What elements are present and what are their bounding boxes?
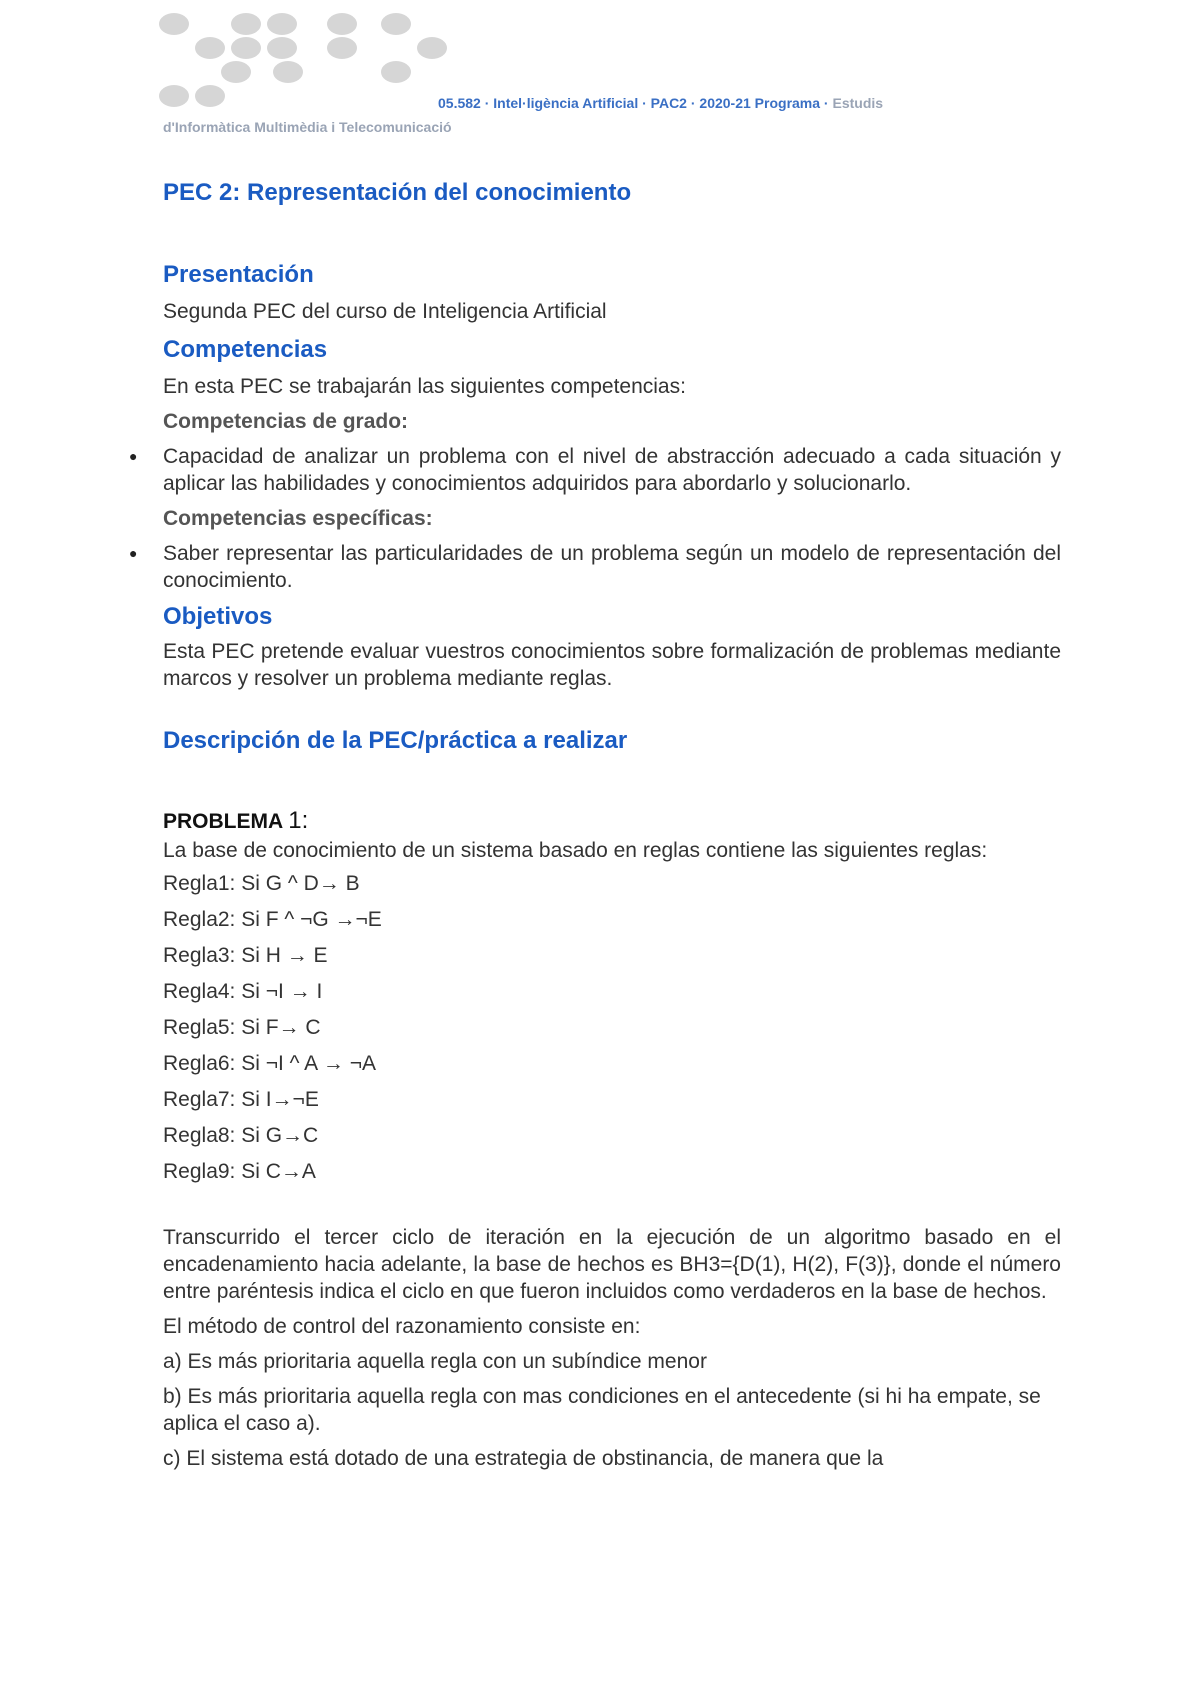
section-heading-presentacion: Presentación [163,261,314,288]
presentation-text: Segunda PEC del curso de Inteligencia Artificial [163,300,607,323]
list-item [129,540,1061,594]
header-program: d'Informàtica Multimèdia i Telecomunicació [163,119,452,135]
competencias-intro: En esta PEC se trabajarán las siguientes competencias: [163,375,686,398]
bullet-dot: ● [129,545,138,561]
list-item-text: Saber representar las particularidades de un problema según un modelo de representación del conocimiento. [163,542,1061,592]
header-course-info [438,95,883,111]
problem-paragraph: Transcurrido el tercer ciclo de iteración en la ejecución de un algoritmo basado en el encadenamiento hacia adelante, la base de hechos es BH3={D(1), H(2), F(3)}, donde el número entre paréntesis indica el ciclo en que fueron incluidos como verdaderos en la base de hechos. [163,1226,1061,1303]
control-option-b: b) Es más prioritaria aquella regla con mas condiciones en el antecedente (si hi ha empate, se aplica el caso a). [163,1385,1041,1435]
rule-item: Regla4: Si ¬I → I [163,980,323,1003]
section-heading-descripcion: Descripción de la PEC/práctica a realizar [163,727,628,754]
list-item-text: Capacidad de analizar un problema con el nivel de abstracción adecuado a cada situación y aplicar las habilidades y conocimientos adquiridos para abordarlo y solucionarlo. [163,445,1061,495]
section-heading-competencias: Competencias [163,336,328,363]
section-heading-objetivos: Objetivos [163,603,273,630]
competencias-especificas-heading: Competencias específicas: [163,507,433,530]
problem-paragraph: El método de control del razonamiento consiste en: [163,1315,641,1338]
document-body [129,178,1061,1472]
bullet-dot: ● [129,448,138,464]
header-course-main: 05.582 · Intel·ligència Artificial · PAC2 · 2020-21 Programa · [438,95,829,111]
rule-item: Regla9: Si C→A [163,1160,316,1183]
problem-intro: La base de conocimiento de un sistema basado en reglas contiene las siguientes reglas: [163,839,988,862]
rules-list [163,870,1061,1185]
competencias-grado-heading: Competencias de grado: [163,410,409,433]
list-item [129,443,1061,497]
rule-item: Regla6: Si ¬I ^ A → ¬A [163,1052,376,1075]
document-title: PEC 2: Representación del conocimiento [163,179,632,206]
institution-logo [158,8,448,108]
problem-heading [163,806,1061,837]
dot-pattern-logo [158,8,448,108]
rule-item: Regla1: Si G ^ D→ B [163,872,360,895]
rule-item: Regla2: Si F ^ ¬G →¬E [163,908,382,931]
rule-item: Regla5: Si F→ C [163,1016,321,1039]
control-option-a: a) Es más prioritaria aquella regla con un subíndice menor [163,1350,707,1373]
problem-label: PROBLEMA [163,810,283,833]
problem-number: 1: [288,807,309,834]
rule-item: Regla3: Si H → E [163,944,328,967]
rule-item: Regla8: Si G→C [163,1124,319,1147]
rule-item: Regla7: Si I→¬E [163,1088,319,1111]
header-course-tail: Estudis [832,95,884,111]
objetivos-text: Esta PEC pretende evaluar vuestros conocimientos sobre formalización de problemas mediante marcos y resolver un problema mediante reglas. [163,640,1061,690]
control-option-c: c) El sistema está dotado de una estrategia de obstinancia, de manera que la [163,1447,884,1470]
